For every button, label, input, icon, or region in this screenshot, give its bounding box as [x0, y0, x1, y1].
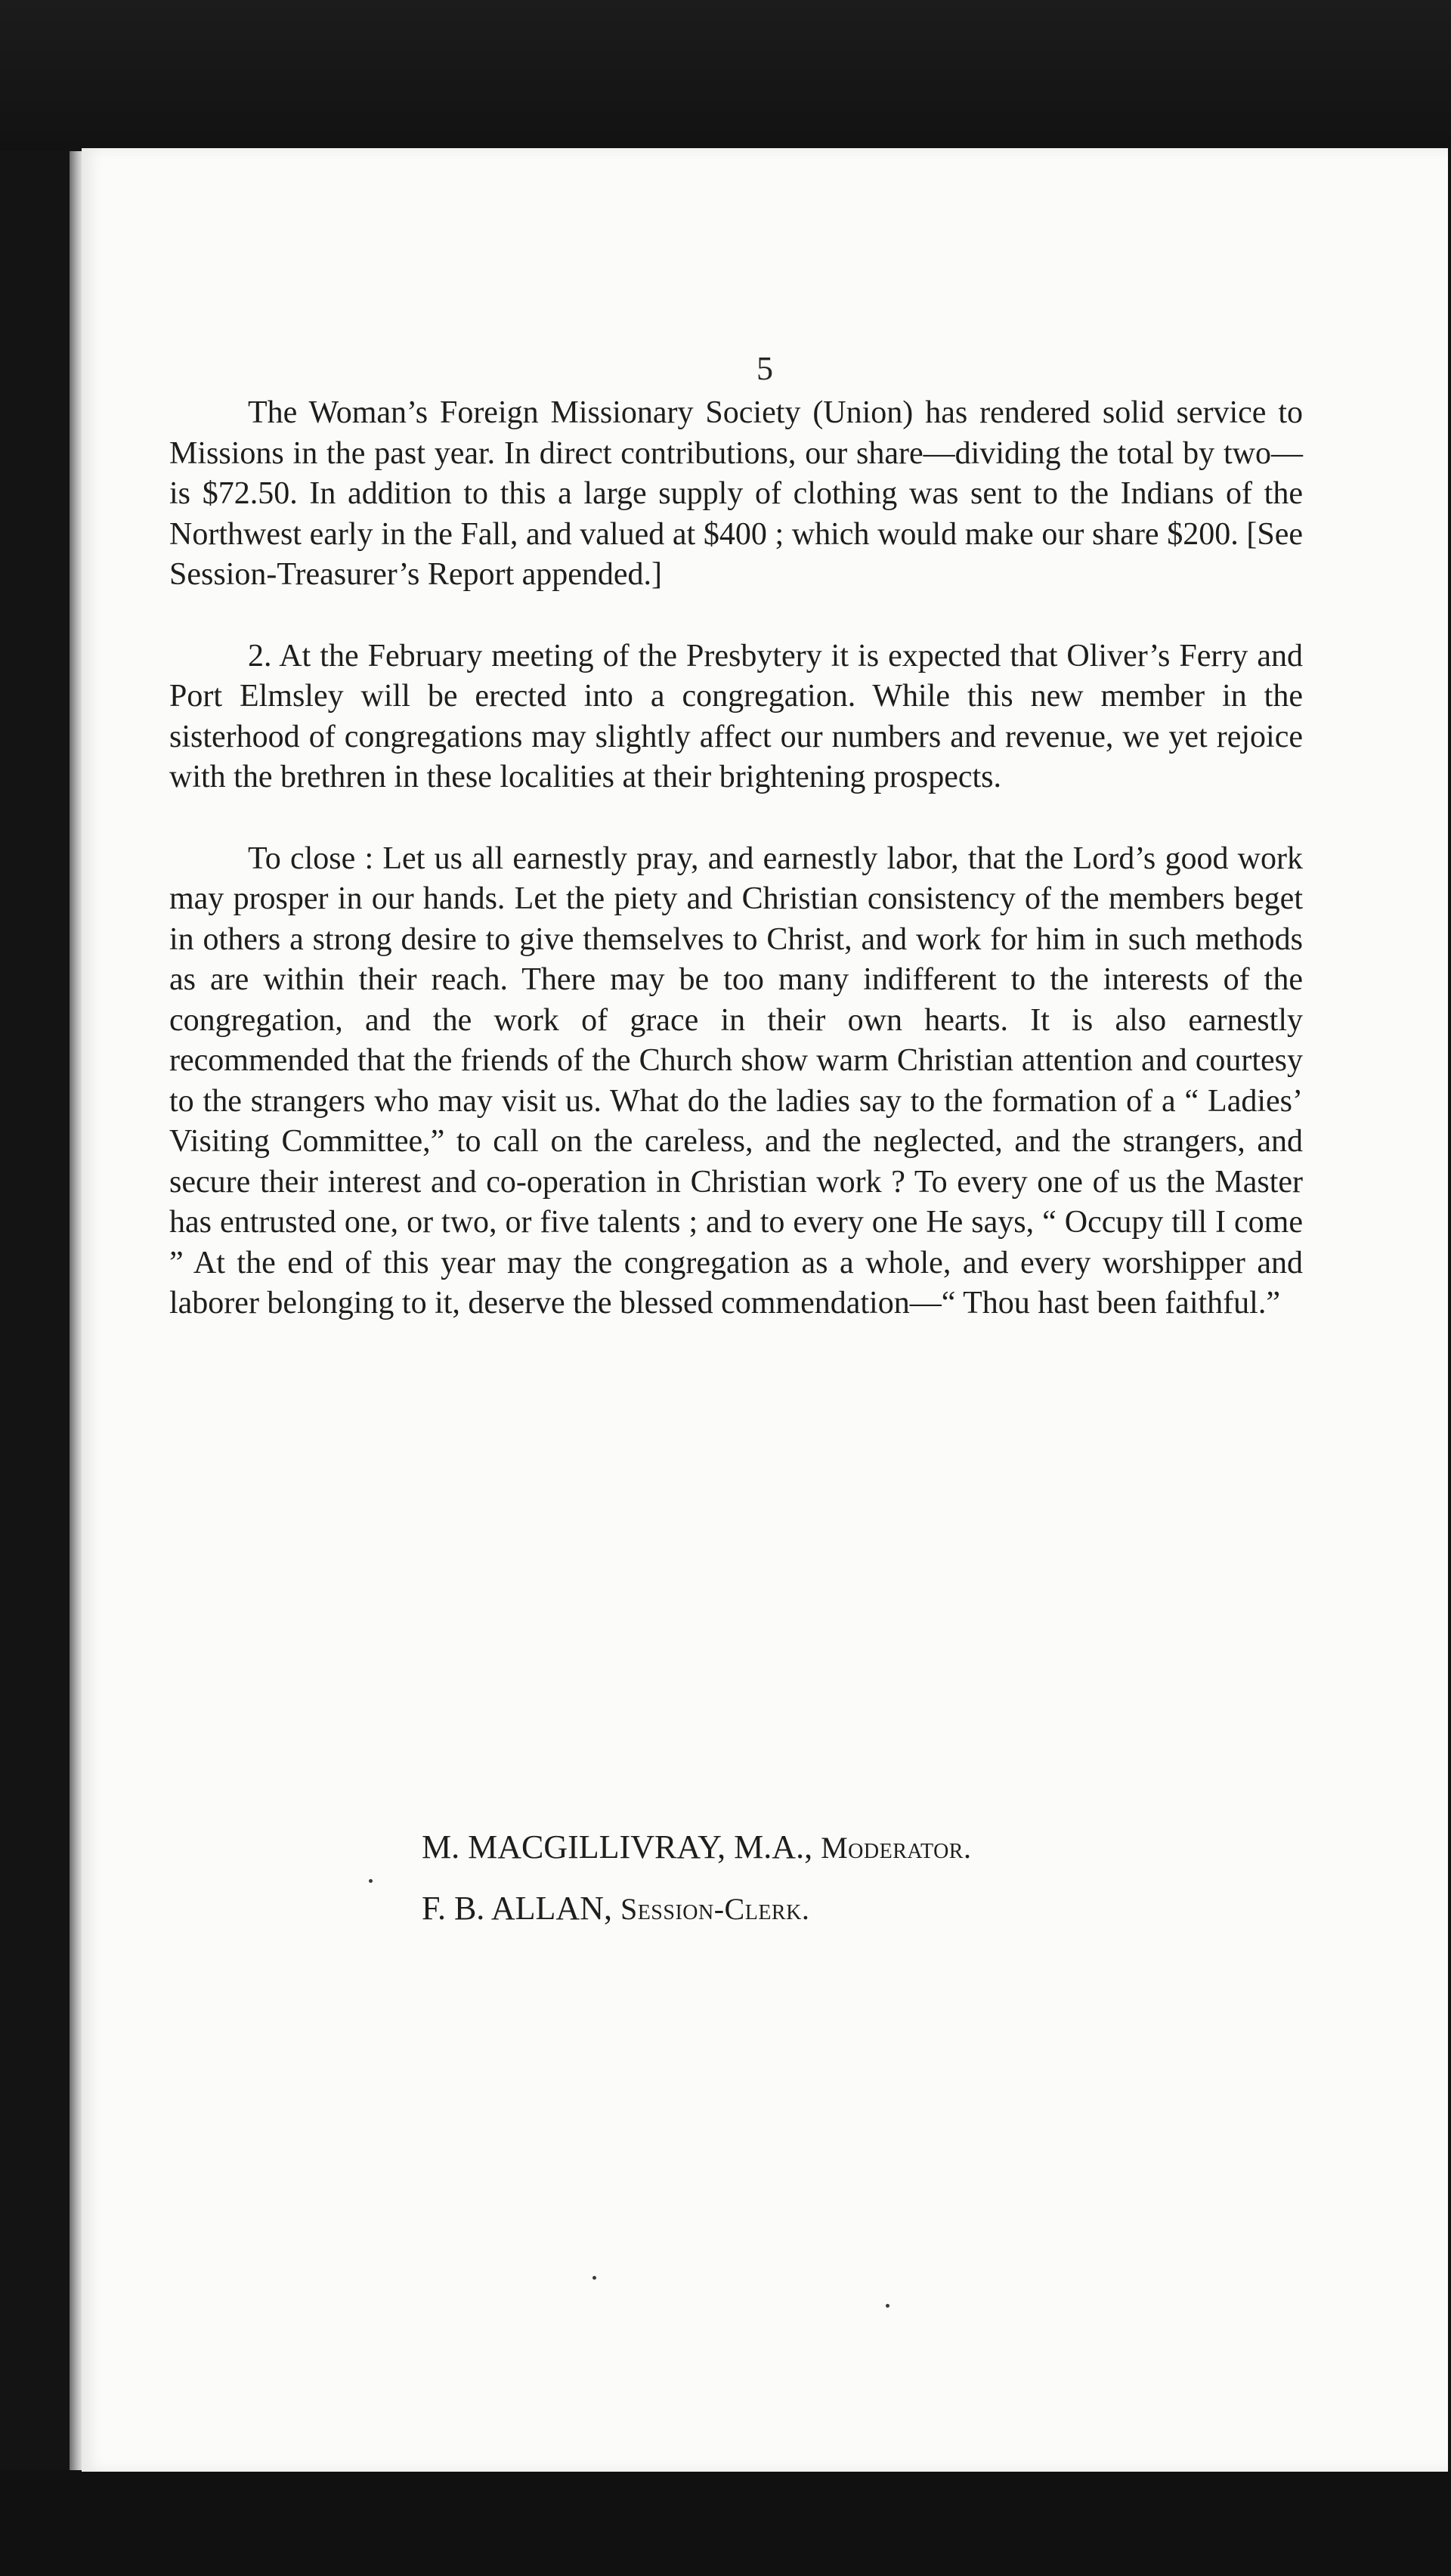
paragraph-missionary-society: The Woman’s Foreign Missionary Society (Union) has rendered solid service to Missions in the past year. In direct contributions, our share—dividing the total by two—is $72.50. In addition to this a large supply of clothing was sent to the Indians of the Northwest early in the Fall, and valued at $400 ; which would make our share $200. [See Session-Treasurer’s Report appended.]	[169, 395, 1303, 592]
signature-name: F. B. ALLAN,	[422, 1890, 612, 1927]
scan-top-margin	[0, 0, 1451, 151]
paragraph-presbytery-meeting: 2. At the February meeting of the Presbytery it is expected that Oliver’s Ferry and Port Elmsley will be erected into a congregation. While this new member in the sisterhood of congregations may slightly affect our numbers and revenue, we yet rejoice with the brethren in these localities at their brightening prospects.	[169, 638, 1303, 794]
document-page	[82, 148, 1448, 2472]
signature-title: Session-Clerk.	[620, 1892, 810, 1926]
scan-bottom-margin	[0, 2470, 1451, 2576]
body-text	[169, 393, 1303, 1365]
page-number: 5	[756, 350, 773, 387]
paragraph-closing-exhortation: To close : Let us all earnestly pray, and earnestly labor, that the Lord’s good work may prosper in our hands. Let the piety and Christian consistency of the members beget in others a strong desire to give themselves to Christ, and work for him in such methods as are within their reach. There may be too many indifferent to the interests of the congregation, and the work of grace in their own hearts. It is also earnestly recommended that the friends of the Church show warm Christian attention and courtesy to the strangers who may visit us. What do the ladies say to the formation of a “ Ladies’ Visiting Committee,” to call on the careless, and the neglected, and the strangers, and secure their interest and co-operation in Christian work ? To every one of us the Master has entrusted one, or two, or five talents ; and to every one He says, “ Occupy till I come ” At the end of this year may the congregation as a whole, and every worshipper and laborer belonging to it, deserve the blessed commendation—“ Thou hast been faithful.”	[169, 841, 1303, 1321]
scan-speck	[369, 1879, 373, 1883]
signature-session-clerk	[422, 1878, 971, 1940]
signature-block	[422, 1817, 971, 1940]
signature-moderator	[422, 1817, 971, 1878]
signature-title: Moderator.	[821, 1831, 972, 1865]
scan-speck	[886, 2304, 889, 2308]
scan-speck	[592, 2276, 596, 2280]
signature-name: M. MACGILLIVRAY, M.A.,	[422, 1828, 813, 1865]
